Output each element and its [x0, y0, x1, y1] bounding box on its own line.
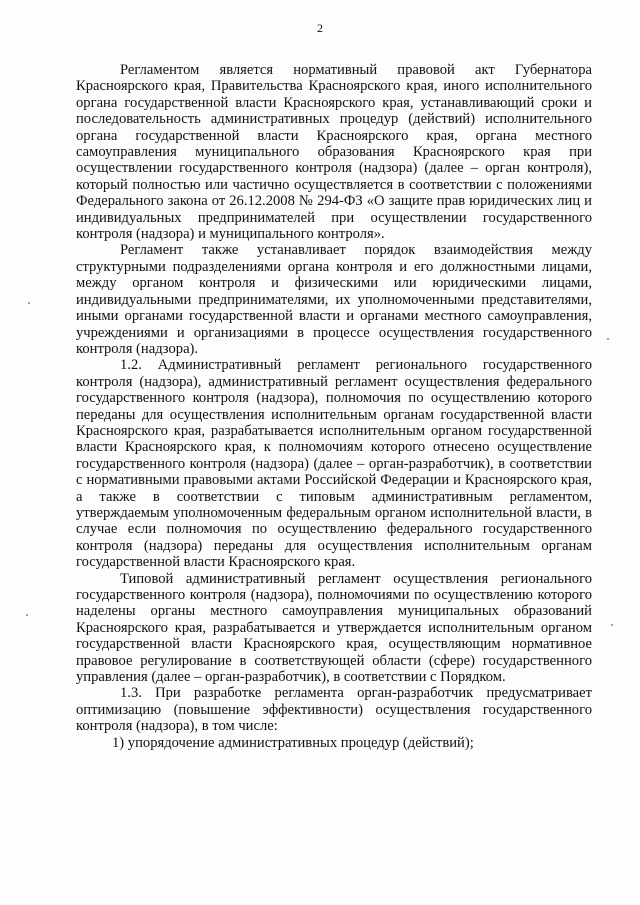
scan-speck — [607, 338, 609, 340]
paragraph-regulation-definition: Регламентом является нормативный правовой акт Губернатора Красноярского края, Правительства Красноярского края, иного исполнительного органа государственной власти Красноярского края, устанавливающий сроки и последовательность административных процедур (действий) исполнительного органа государственной власти Красноярского края, органа местного самоуправления муниципального образования Красноярского края при осуществлении государственного контроля (надзора) (далее – орган контроля), который полностью или частично осуществляется в соответствии с положениями Федерального закона от 26.12.2008 № 294-ФЗ «О защите прав юридических лиц и индивидуальных предпринимателей при осуществлении государственного контроля (надзора) и муниципального контроля». — [76, 62, 592, 243]
paragraph-interaction-order: Регламент также устанавливает порядок взаимодействия между структурными подразделениями органа контроля и его должностными лицами, между органом контроля и физическими или юридическими лицами, индивидуальными предпринимателями, их уполномоченными представителями, иными органами государственной власти и органами местного самоуправления, учреждениями и организациями в процессе осуществления государственного контроля (надзора). — [76, 242, 592, 357]
scan-speck — [28, 302, 30, 304]
paragraph-1-2: 1.2. Административный регламент регионального государственного контроля (надзора), административный регламент осуществления федерального государственного контроля (надзора), полномочия по осуществлению которого переданы для осуществления исполнительным органам государственной власти Красноярского края, разрабатывается исполнительным органом государственной власти Красноярского края, к полномочиям которого отнесено осуществление государственного контроля (надзора) (далее – орган-разработчик), в соответствии с нормативными правовыми актами Российской Федерации и Красноярского края, а также в соответствии с типовым административным регламентом, утверждаемым уполномоченным федеральным органом исполнительной власти, в случае если полномочия по осуществлению федерального государственного контроля (надзора) переданы для осуществления исполнительным органам государственной власти Красноярского края. — [76, 357, 592, 571]
scan-speck — [611, 624, 613, 626]
paragraph-1-3: 1.3. При разработке регламента орган-разработчик предусматривает оптимизацию (повышение эффективности) осуществления государственного контроля (надзора), в том числе: — [76, 685, 592, 735]
paragraph-typical-regulation: Типовой административный регламент осуществления регионального государственного контроля (надзора), полномочиями по осуществлению которого наделены органы местного самоуправления муниципальных образований Красноярского края, разрабатывается и утверждается исполнительным органом государственной власти Красноярского края, осуществляющим нормативное правовое регулирование в соответствующей области (сфере) государственного управления (далее – орган-разработчик), в соответствии с Порядком. — [76, 570, 592, 686]
document-body — [76, 62, 592, 751]
list-item-1: 1) упорядочение административных процедур (действий); — [112, 734, 474, 751]
scan-speck — [26, 614, 28, 616]
page-number: 2 — [317, 21, 323, 35]
